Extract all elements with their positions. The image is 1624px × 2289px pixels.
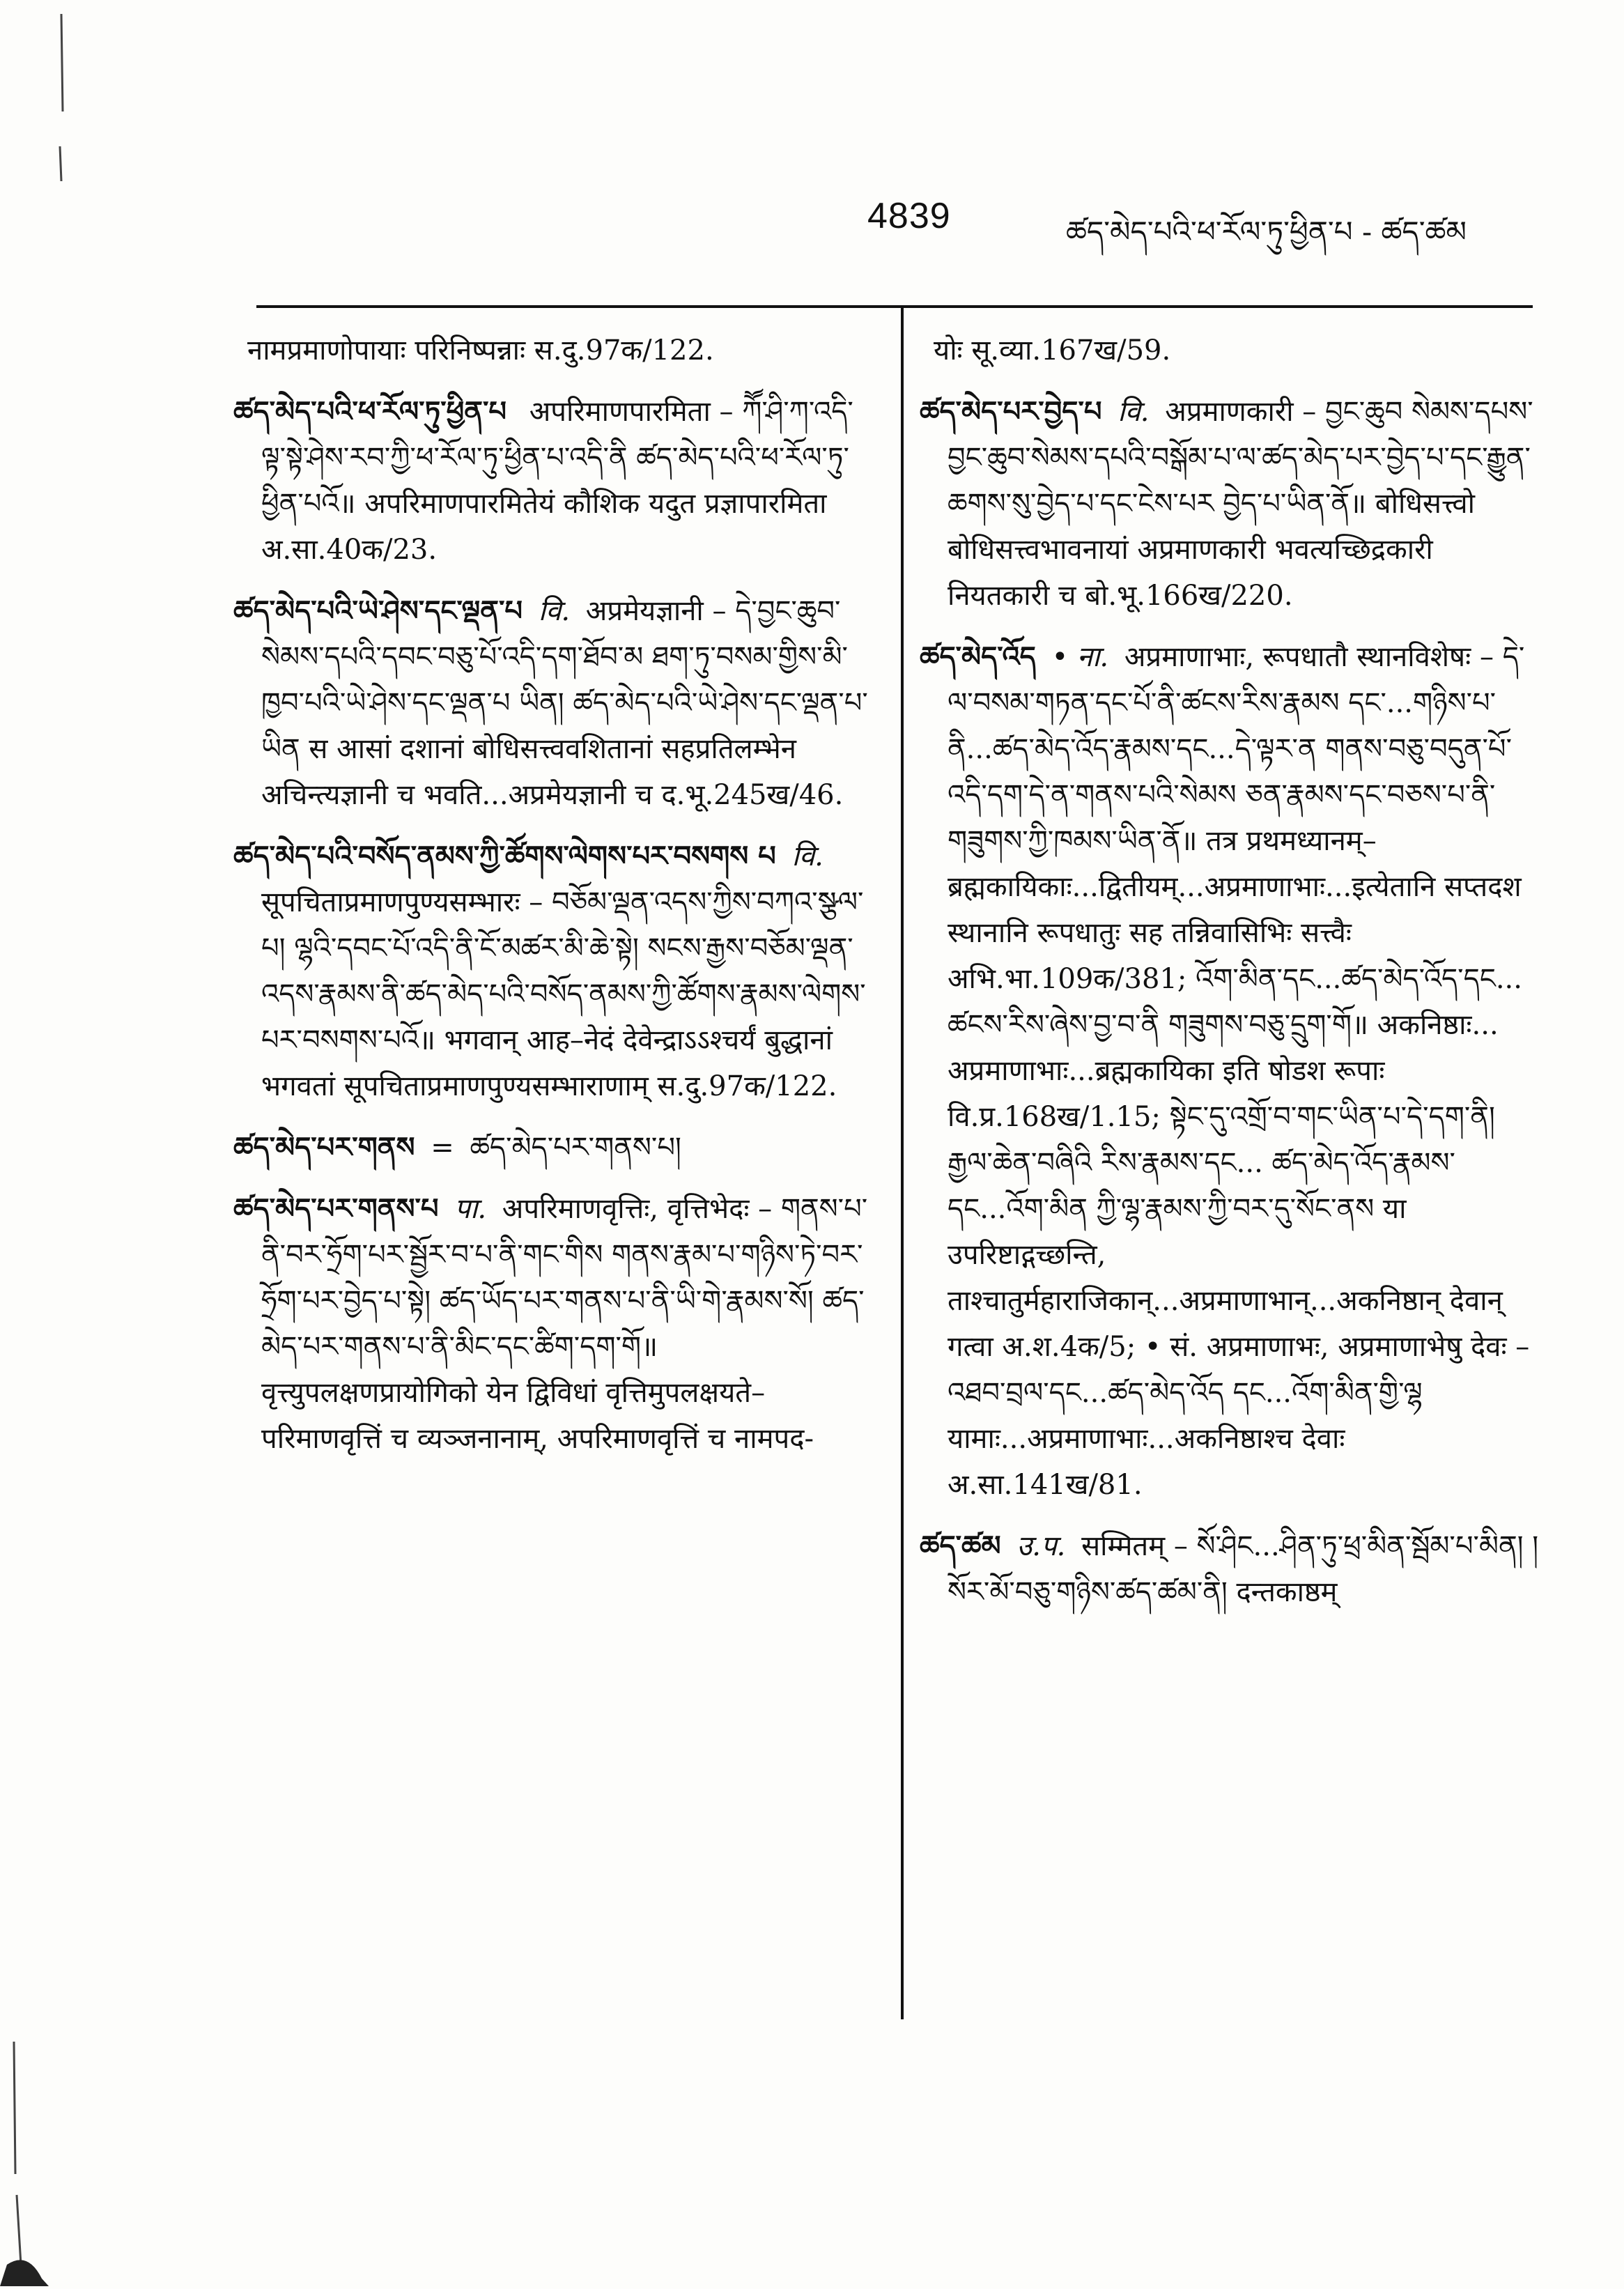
entry-headword: ཚད་མེད་པའི་ཕ་རོལ་ཏུ་ཕྱིན་པ: [233, 395, 506, 428]
dictionary-entry: [920, 389, 1540, 619]
entry-headword: ཚད་མེད་པར་བྱེད་པ: [920, 395, 1102, 428]
entry-grammar: वि.: [1118, 396, 1150, 428]
dictionary-entry: [920, 634, 1540, 1508]
dictionary-entry: [233, 1186, 874, 1462]
entry-grammar: =: [431, 1132, 454, 1164]
dictionary-entry: [233, 389, 874, 573]
entry-text: अप्रमाणकारी – བྱང་ཆུབ སེམས་དཔས་བྱང་ཆུབ་སེམས་དཔའི་བསྒོམ་པ་ལ་ཚད་མེད་པར་བྱེད་པ་དང་རྒྱུན་ཆགས་སུ་བྱེད་པ་དང་ངེས་པར བྱེད་པ་ཡིན་ནོ॥ बोधिसत्त्वो बोधिसत्त्वभावनायां अप्रमाणकारी भवत्यच्छिद्रकारी नियतकारी च बो.भू.166ख/220.: [948, 396, 1533, 612]
left-column: [233, 327, 874, 1477]
entry-text: सम्मितम् – སོ་ཤིང...ཤིན་ཏུ་ཕྲ་མིན་སྦོམ་པ་མིན། །སོར་མོ་བཅུ་གཉིས་ཚད་ཚམ་ནི། दन्तकाष्ठम्: [948, 1530, 1539, 1608]
entry-text: नामप्रमाणोपायाः परिनिष्पन्नाः स.दु.97क/122.: [247, 334, 714, 367]
dictionary-entry: [233, 1125, 874, 1171]
entry-headword: ཚད་མེད་པའི་བསོད་ནམས་ཀྱི་ཚོགས་ལེགས་པར་བསགས པ: [233, 840, 776, 872]
entry-headword: ཚད་ཚམ: [920, 1529, 1001, 1562]
dictionary-entry: [920, 1523, 1540, 1615]
dictionary-entry: [233, 588, 874, 818]
entry-text: अप्रमेयज्ञानी – དེ་བྱང་ཆུབ་སེམས་དཔའི་དབང་བཅུ་པོ་འདི་དག་ཐོབ་མ ཐག་ཏུ་བསམ་གྱིས་མི་ཁྱབ་པའི་ཡེ་ཤེས་དང་ལྡན་པ ཡིན། ཚད་མེད་པའི་ཡེ་ཤེས་དང་ལྡན་པ་ཡིན स आसां दशानां बोधिसत्त्ववशितानां सहप्रतिलम्भेन अचिन्त्यज्ञानी च भवति...अप्रमेयज्ञानी च द.भू.245ख/46.: [261, 595, 868, 811]
dictionary-entry: [920, 327, 1540, 373]
entry-headword: ཚད་མེད་པའི་ཡེ་ཤེས་དང་ལྡན་པ: [233, 594, 523, 627]
entry-text: ཚད་མེད་པར་གནས་པ།: [470, 1132, 681, 1164]
column-divider: [901, 305, 904, 2019]
entry-headword: ཚད་མེད་པར་གནས་པ: [233, 1192, 439, 1225]
entry-grammar: वि.: [538, 595, 571, 627]
entry-headword: ཚད་མེད་འོད: [920, 640, 1036, 673]
entry-grammar: • ना.: [1051, 641, 1109, 673]
entry-text: अपरिमाणपारमिता – ཀཽ་ཤི་ཀ་འདི་ལྟ་སྟེ་ཤེས་རབ་ཀྱི་ཕ་རོལ་ཏུ་ཕྱིན་པ་འདི་ནི ཚད་མེད་པའི་ཕ་རོལ་ཏུ་ཕྱིན་པའོ॥ अपरिमाणपारमितेयं कौशिक यदुत प्रज्ञापारमिता अ.सा.40क/23.: [261, 396, 853, 566]
entry-grammar: पा.: [454, 1193, 487, 1225]
dictionary-entry: [233, 833, 874, 1109]
entry-grammar: वि.: [791, 840, 823, 872]
entry-headword: ཚད་མེད་པར་གནས: [233, 1131, 415, 1164]
entry-text: योः सू.व्या.167ख/59.: [934, 334, 1171, 367]
dictionary-entry: [233, 327, 874, 373]
running-head: ཚད་མེད་པའི་ཕ་རོལ་ཏུ་ཕྱིན་པ - ཚད་ཚམ: [1066, 215, 1467, 249]
header-rule: [256, 305, 1533, 308]
entry-text: अपरिमाणवृत्तिः, वृत्तिभेदः – གནས་པ་ནི་བར་ཧྲོག་པར་སྦྱོར་བ་པ་ནི་གང་གིས གནས་རྣམ་པ་གཉིས་ཏེ་བར་ཧྲོག་པར་བྱེད་པ་སྟེ། ཚད་ཡོད་པར་གནས་པ་ནི་ཡི་གེ་རྣམས་སོ། ཚད་མེད་པར་གནས་པ་ནི་མིང་དང་ཚིག་དག་གོ॥ वृत्त्युपलक्षणप्रायोगिको येन द्विविधां वृत्तिमुपलक्षयते–परिमाणवृत्तिं च व्यञ्जनानाम्, अपरिमाणवृत्तिं च नामपद-: [261, 1193, 868, 1455]
page-number: 4839: [867, 196, 951, 236]
entry-text: सूपचिताप्रमाणपुण्यसम्भारः – བཅོམ་ལྡན་འདས་ཀྱིས་བཀའ་སྩལ་པ། ལྷའི་དབང་པོ་འདི་ནི་ངོ་མཚར་མི་ཆེ་སྟེ། སངས་རྒྱས་བཅོམ་ལྡན་འདས་རྣམས་ནི་ཚད་མེད་པའི་བསོད་ནམས་ཀྱི་ཚོགས་རྣམས་ལེགས་པར་བསགས་པའོ॥ भगवान् आह–नेदं देवेन्द्राऽऽश्चर्यं बुद्धानां भगवतां सूपचिताप्रमाणपुण्यसम्भाराणाम् स.दु.97क/122.: [261, 886, 866, 1102]
entry-text: अप्रमाणाभाः, रूपधातौ स्थानविशेषः – དེ་ལ་བསམ་གཏན་དང་པོ་ནི་ཚངས་རིས་རྣམས དང་...གཉིས་པ་ནི...ཚད་མེད་འོད་རྣམས་དང...དེ་ལྟར་ན གནས་བཅུ་བདུན་པོ་འདི་དག་དེ་ན་གནས་པའི་སེམས ཅན་རྣམས་དང་བཅས་པ་ནི་གཟུགས་ཀྱི་ཁམས་ཡིན་ནོ॥ तत्र प्रथमध्यानम्–ब्रह्मकायिकाः...द्वितीयम्...अप्रमाणाभाः...इत्येतानि सप्तदश स्थानानि रूपधातुः सह तन्निवासिभिः सत्त्वैः अभि.भा.109क/381; འོག་མིན་དང...ཚད་མེད་འོད་དང... ཚངས་རིས་ཞེས་བྱ་བ་ནི གཟུགས་བཅུ་དྲུག་གོ॥ अकनिष्ठाः... अप्रमाणाभाः...ब्रह्मकायिका इति षोडश रूपाः वि.प्र.168ख/1.15; སྟེང་དུ་འགྲོ་བ་གང་ཡིན་པ་དེ་དག་ནི། རྒྱལ་ཆེན་བཞིའི རིས་རྣམས་དང... ཚད་མེད་འོད་རྣམས་དང...འོག་མིན ཀྱི་ལྷ་རྣམས་ཀྱི་བར་དུ་སོང་ནས या उपरिष्टाद्गच्छन्ति, ताश्चातुर्महाराजिकान्...अप्रमाणाभान्...अकनिष्ठान् देवान् गत्वा अ.श.4क/5; • सं. अप्रमाणाभः, अप्रमाणाभेषु देवः – འཐབ་བྲལ་དང...ཚད་མེད་འོད དང...འོག་མིན་གྱི་ལྷ यामाः...अप्रमाणाभाः...अकनिष्ठाश्च देवाः अ.सा.141ख/81.: [948, 641, 1530, 1501]
margin-pencil-marks: [0, 0, 77, 2286]
right-column: [920, 327, 1540, 1631]
entry-grammar: उ.प.: [1016, 1530, 1066, 1562]
